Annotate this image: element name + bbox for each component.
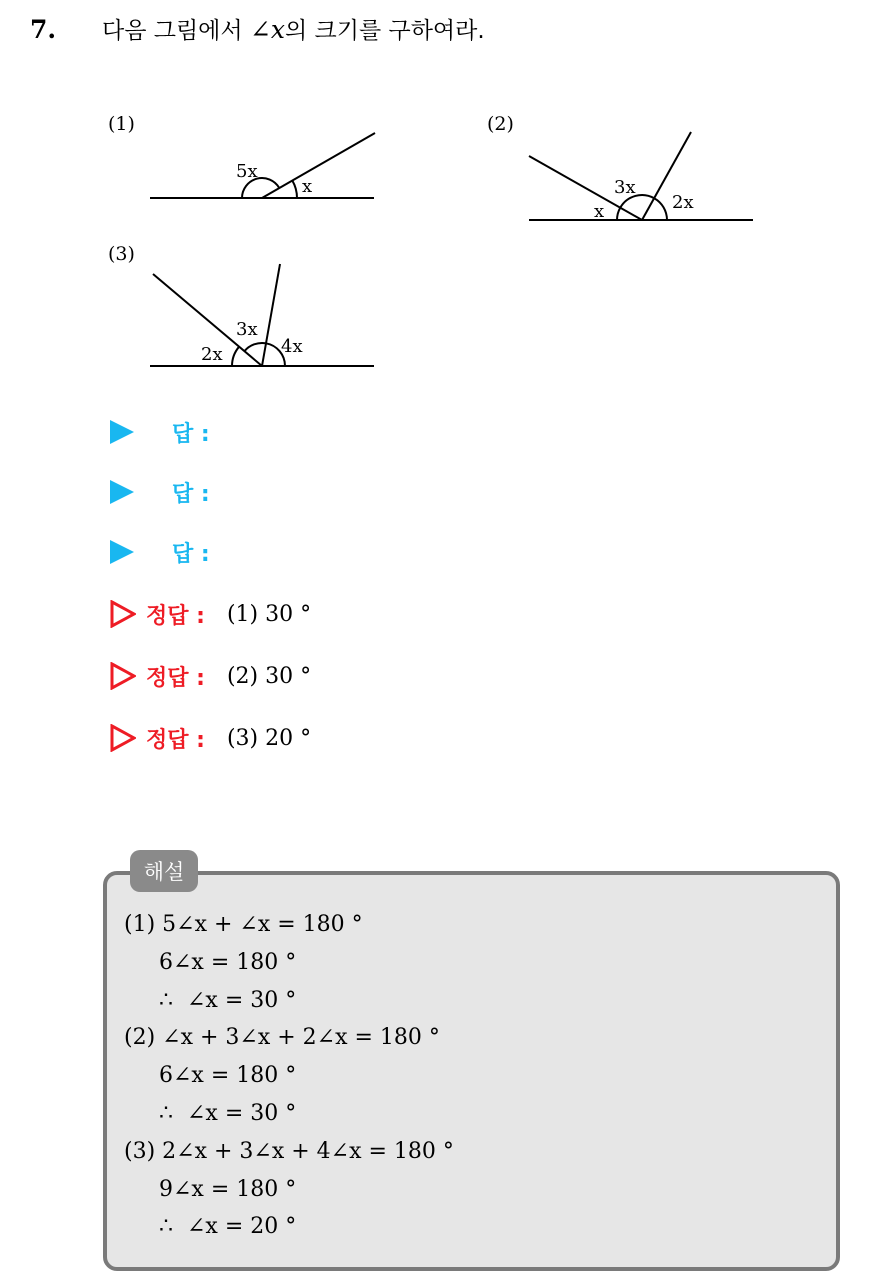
- figure-2-angle-3x: 3x: [614, 177, 636, 198]
- figure-1: [150, 133, 375, 198]
- solution-value: (1) 30 °: [226, 601, 312, 627]
- answer-label: 답 :: [172, 421, 210, 447]
- solution-value: (2) 30 °: [226, 663, 312, 689]
- figure-2-label: (2): [487, 113, 514, 135]
- play-triangle-icon: [110, 420, 134, 444]
- figure-3-angle-4x: 4x: [281, 336, 303, 357]
- figure-1-angle-5x: 5x: [236, 161, 258, 182]
- figure-3: [150, 264, 374, 366]
- outline-triangle-icon: [110, 600, 136, 628]
- question-angle: ∠x: [249, 15, 285, 44]
- explanation-line: ∴ ∠x = 30 °: [159, 1100, 297, 1126]
- answer-row-1: [110, 414, 210, 450]
- figure-1-label: (1): [108, 113, 135, 135]
- answer-label: 답 :: [172, 541, 210, 567]
- figure-2-angle-x: x: [594, 201, 605, 222]
- figure-3-angle-3x: 3x: [236, 319, 258, 340]
- solution-label: 정답 :: [146, 603, 205, 629]
- answer-label: 답 :: [172, 481, 210, 507]
- solution-label: 정답 :: [146, 727, 205, 753]
- figure-3-angle-2x: 2x: [201, 344, 223, 365]
- question-text-before: 다음 그림에서: [102, 18, 250, 44]
- figure-2-angle-2x: 2x: [672, 192, 694, 213]
- outline-triangle-icon: [110, 724, 136, 752]
- explanation-line: 9∠x = 180 °: [159, 1176, 297, 1202]
- solution-value: (3) 20 °: [226, 725, 312, 751]
- question-text-after: 의 크기를 구하여라.: [284, 18, 485, 44]
- explanation-line: (2) ∠x + 3∠x + 2∠x = 180 °: [124, 1025, 440, 1051]
- figure-3-label: (3): [108, 243, 135, 265]
- play-triangle-icon: [110, 480, 134, 504]
- question-number: 7.: [30, 15, 57, 44]
- explanation-line: (3) 2∠x + 3∠x + 4∠x = 180 °: [124, 1138, 454, 1164]
- explanation-line: 6∠x = 180 °: [159, 949, 297, 975]
- solution-label: 정답 :: [146, 665, 205, 691]
- solution-row-1: [110, 596, 311, 632]
- explanation-lines: [124, 906, 454, 1246]
- explanation-title: 해설: [130, 850, 198, 892]
- figure-2: [529, 132, 753, 220]
- angle-figures: [0, 0, 884, 400]
- explanation-line: ∴ ∠x = 30 °: [159, 987, 297, 1013]
- play-triangle-icon: [110, 540, 134, 564]
- explanation-line: (1) 5∠x + ∠x = 180 °: [124, 912, 363, 937]
- answer-row-3: [110, 534, 210, 570]
- answer-row-2: [110, 474, 210, 510]
- explanation-line: ∴ ∠x = 20 °: [159, 1214, 297, 1240]
- solution-row-3: [110, 720, 311, 756]
- figure-1-angle-x: x: [302, 176, 313, 197]
- explanation-line: 6∠x = 180 °: [159, 1063, 297, 1089]
- solution-row-2: [110, 658, 311, 694]
- outline-triangle-icon: [110, 662, 136, 690]
